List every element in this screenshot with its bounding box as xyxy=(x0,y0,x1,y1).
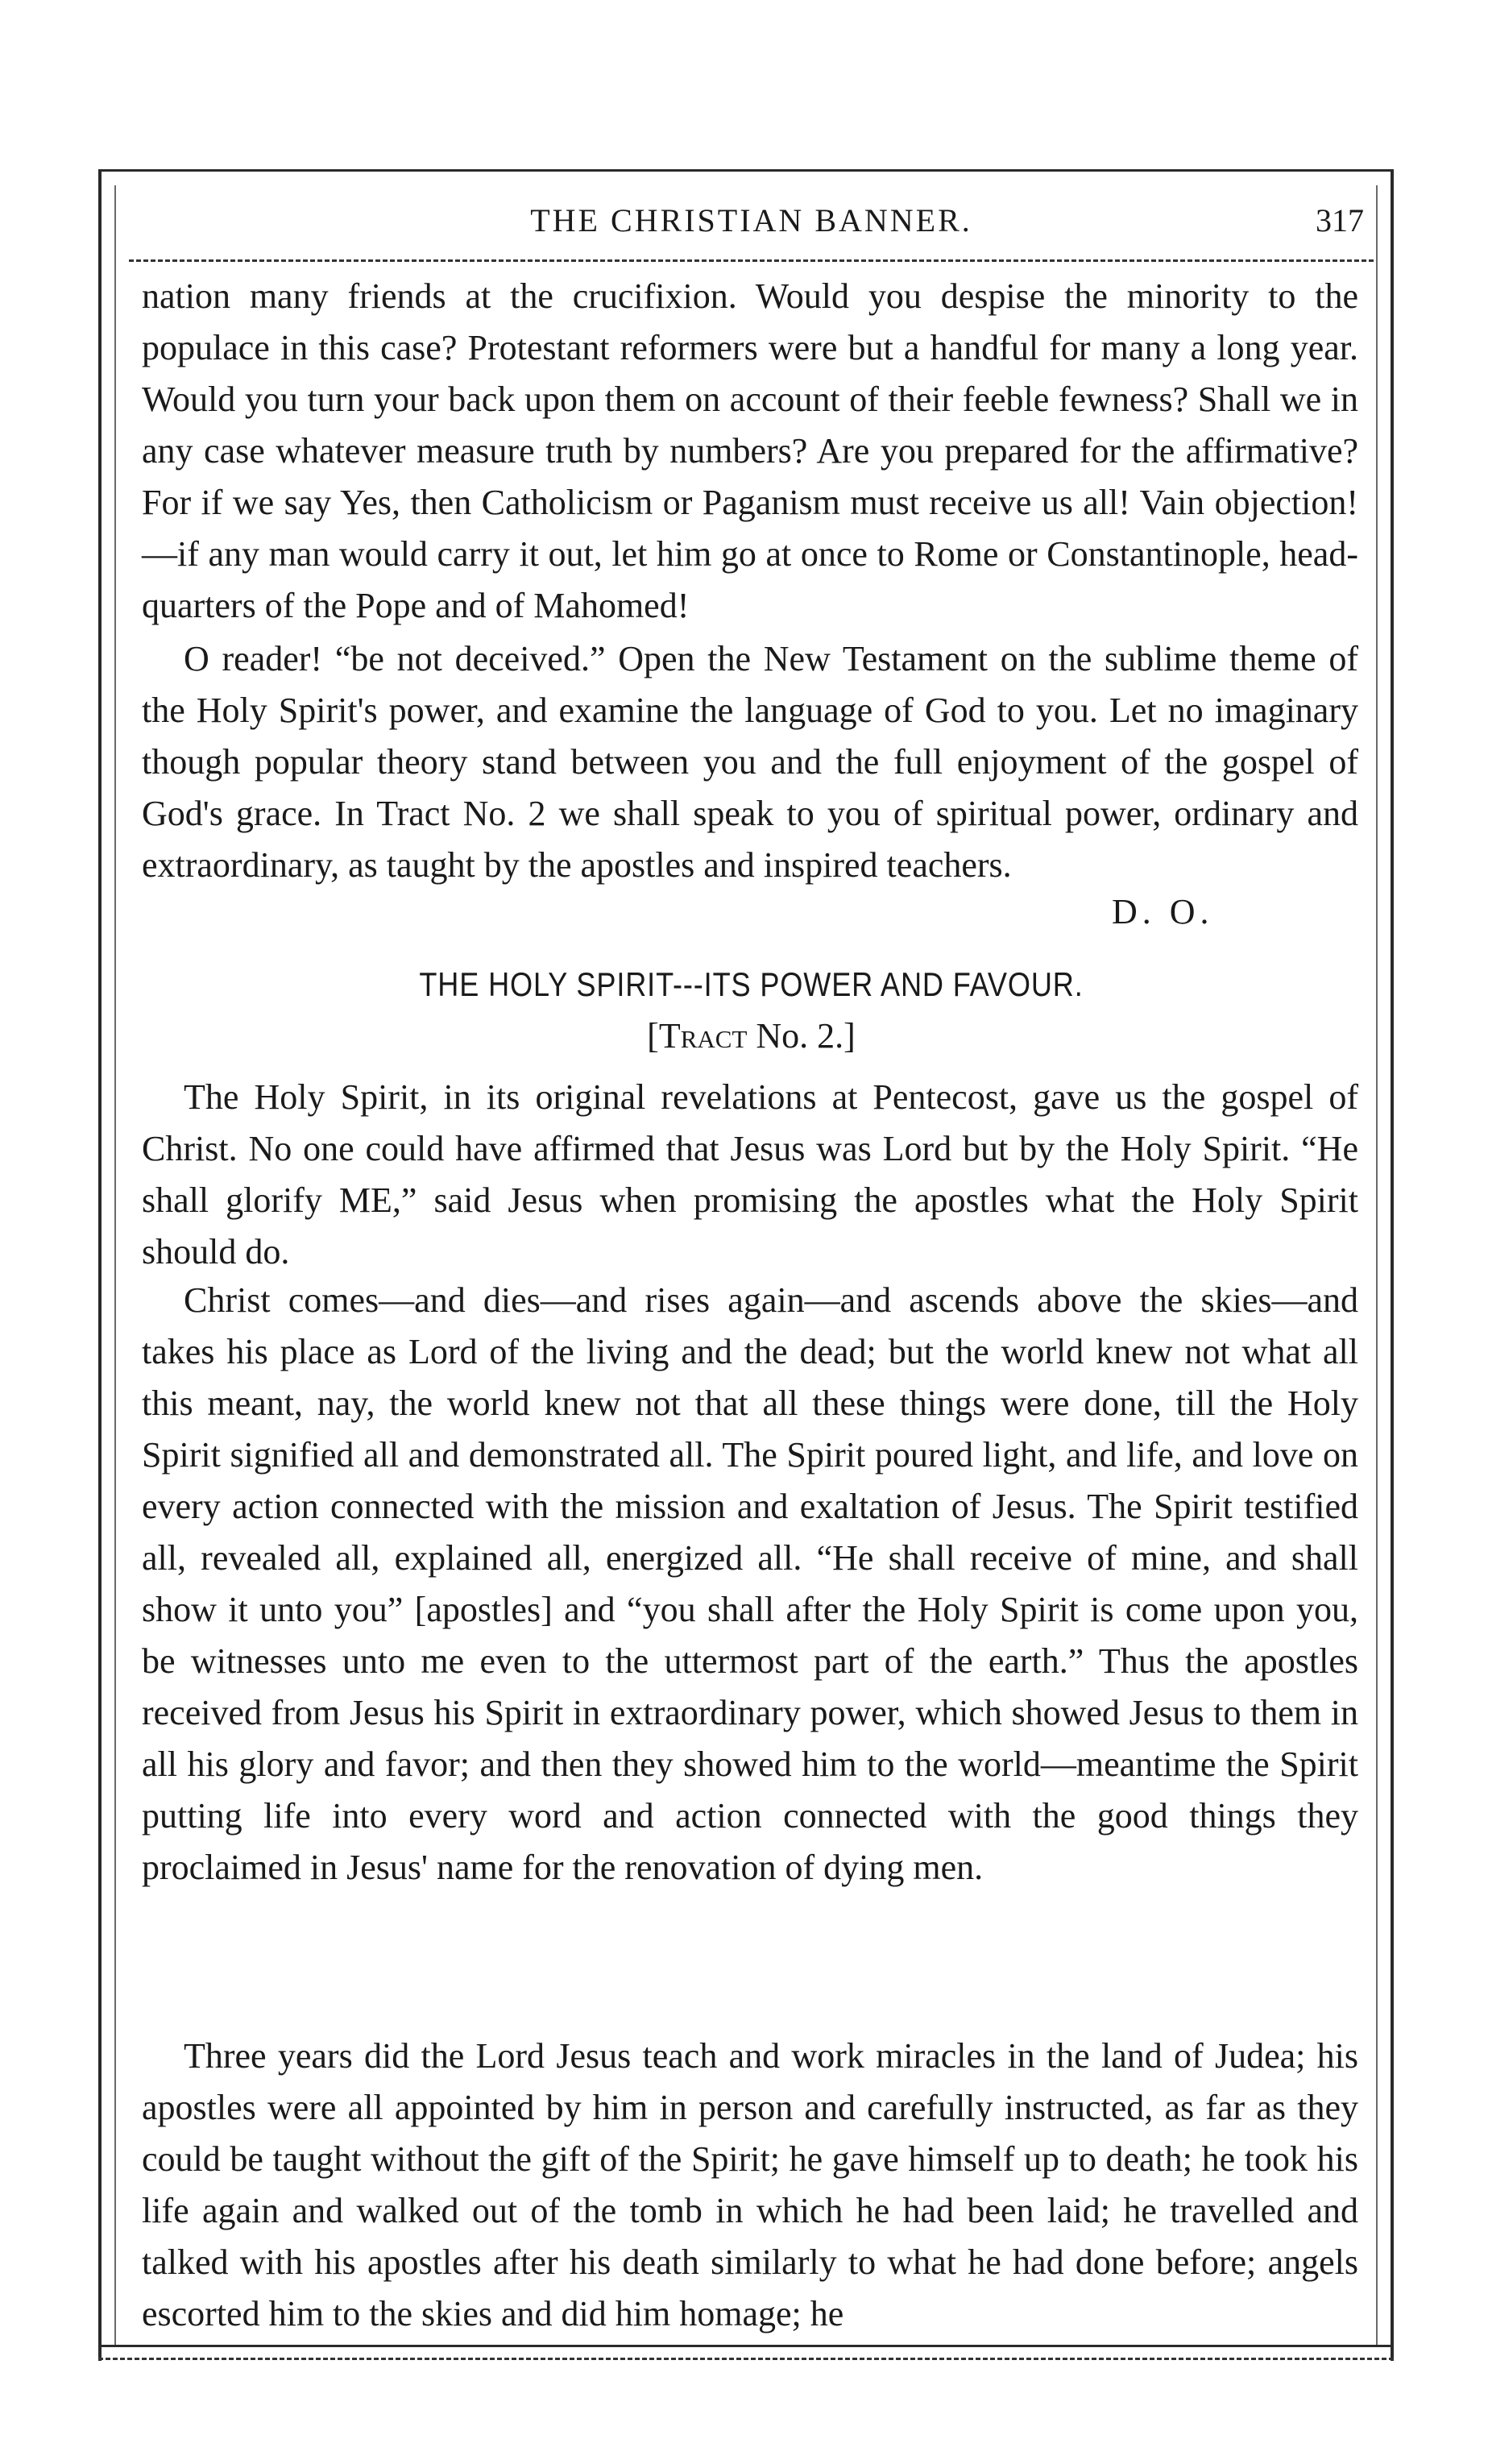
top-border-rule xyxy=(98,169,1394,172)
subheading-tract-word: Tract xyxy=(658,1016,748,1056)
paragraph-exhortation xyxy=(142,633,1358,891)
running-head xyxy=(129,198,1374,247)
subheading-close-bracket: ] xyxy=(843,1016,856,1056)
right-border-rule xyxy=(1391,169,1394,2361)
paragraph: nation many friends at the crucifixion. Would you despise the minority to the populace in this case? Protestant reformers were but a handful for many a long year. Would you turn your back upon them on account of their feeble fewness? Shall we in any case whatever measure truth by numbers? Are you prepared for the affirmative? For if we say Yes, then Catholicism or Paganism must receive us all! Vain objection!—if any man would carry it out, let him go at once to Rome or Constantinople, head-quarters of the Pope and of Mahomed! xyxy=(142,276,1358,625)
right-inner-border-rule xyxy=(1376,185,1378,2345)
subheading-tract-number: No. 2. xyxy=(756,1016,844,1056)
paragraph-three-years xyxy=(142,2031,1358,2340)
article-heading: THE HOLY SPIRIT---ITS POWER AND FAVOUR. xyxy=(419,965,1084,1003)
paragraph-christ-comes xyxy=(142,1275,1358,1894)
bottom-dashed-rule xyxy=(98,2358,1394,2360)
bottom-border-rule xyxy=(98,2345,1394,2347)
article-subheading xyxy=(129,1015,1374,1056)
paragraph: O reader! “be not deceived.” Open the New Testament on the sublime theme of the Holy Spirit's power, and examine the language of God to you. Let no imaginary though popular theory stand between you and the full enjoyment of the gospel of God's grace. In Tract No. 2 we shall speak to you of spiritual power, ordinary and extraordinary, as taught by the apostles and inspired teachers. xyxy=(142,639,1358,885)
left-border-rule xyxy=(98,169,102,2361)
left-inner-border-rule xyxy=(114,185,116,2345)
author-signature: D. O. xyxy=(1112,892,1214,931)
page-number: 317 xyxy=(1316,202,1364,239)
paragraph: The Holy Spirit, in its original revelations at Pentecost, gave us the gospel of Christ. No one could have affirmed that Jesus was Lord but by the Holy Spirit. “He shall glorify ME,” said Jesus when promising the apostles what the Holy Spirit should do. xyxy=(142,1077,1358,1271)
paragraph: Christ comes—and dies—and rises again—and ascends above the skies—and takes his place as Lord of the living and the dead; but the world knew not what all this meant, nay, the world knew not that all these things were done, till the Holy Spirit signified all and demonstrated all. The Spirit poured light, and life, and love on every action connected with the mission and exaltation of Jesus. The Spirit testified all, revealed all, explained all, energized all. “He shall receive of mine, and shall show it unto you” [apostles] and “you shall after the Holy Spirit is come upon you, be witnesses unto me even to the uttermost part of the earth.” Thus the apostles received from Jesus his Spirit in extraordinary power, which showed Jesus to them in all his glory and favor; and then they showed him to the world—meantime the Spirit putting life into every word and action connected with the good things they proclaimed in Jesus' name for the renovation of dying men. xyxy=(142,1280,1358,1887)
header-rule xyxy=(129,259,1374,262)
paragraph-continuation xyxy=(142,271,1358,632)
running-title: THE CHRISTIAN BANNER. xyxy=(530,202,972,239)
paragraph: Three years did the Lord Jesus teach and work miracles in the land of Judea; his apostles were all appointed by him in person and carefully instructed, as far as they could be taught without the gift of the Spirit; he gave himself up to death; he took his life again and walked out of the tomb in which he had been laid; he travelled and talked with his apostles after his death similarly to what he had done before; angels escorted him to the skies and did him homage; he xyxy=(142,2036,1358,2333)
subheading-open-bracket: [ xyxy=(647,1016,659,1056)
paragraph-holy-spirit-intro xyxy=(142,1072,1358,1278)
